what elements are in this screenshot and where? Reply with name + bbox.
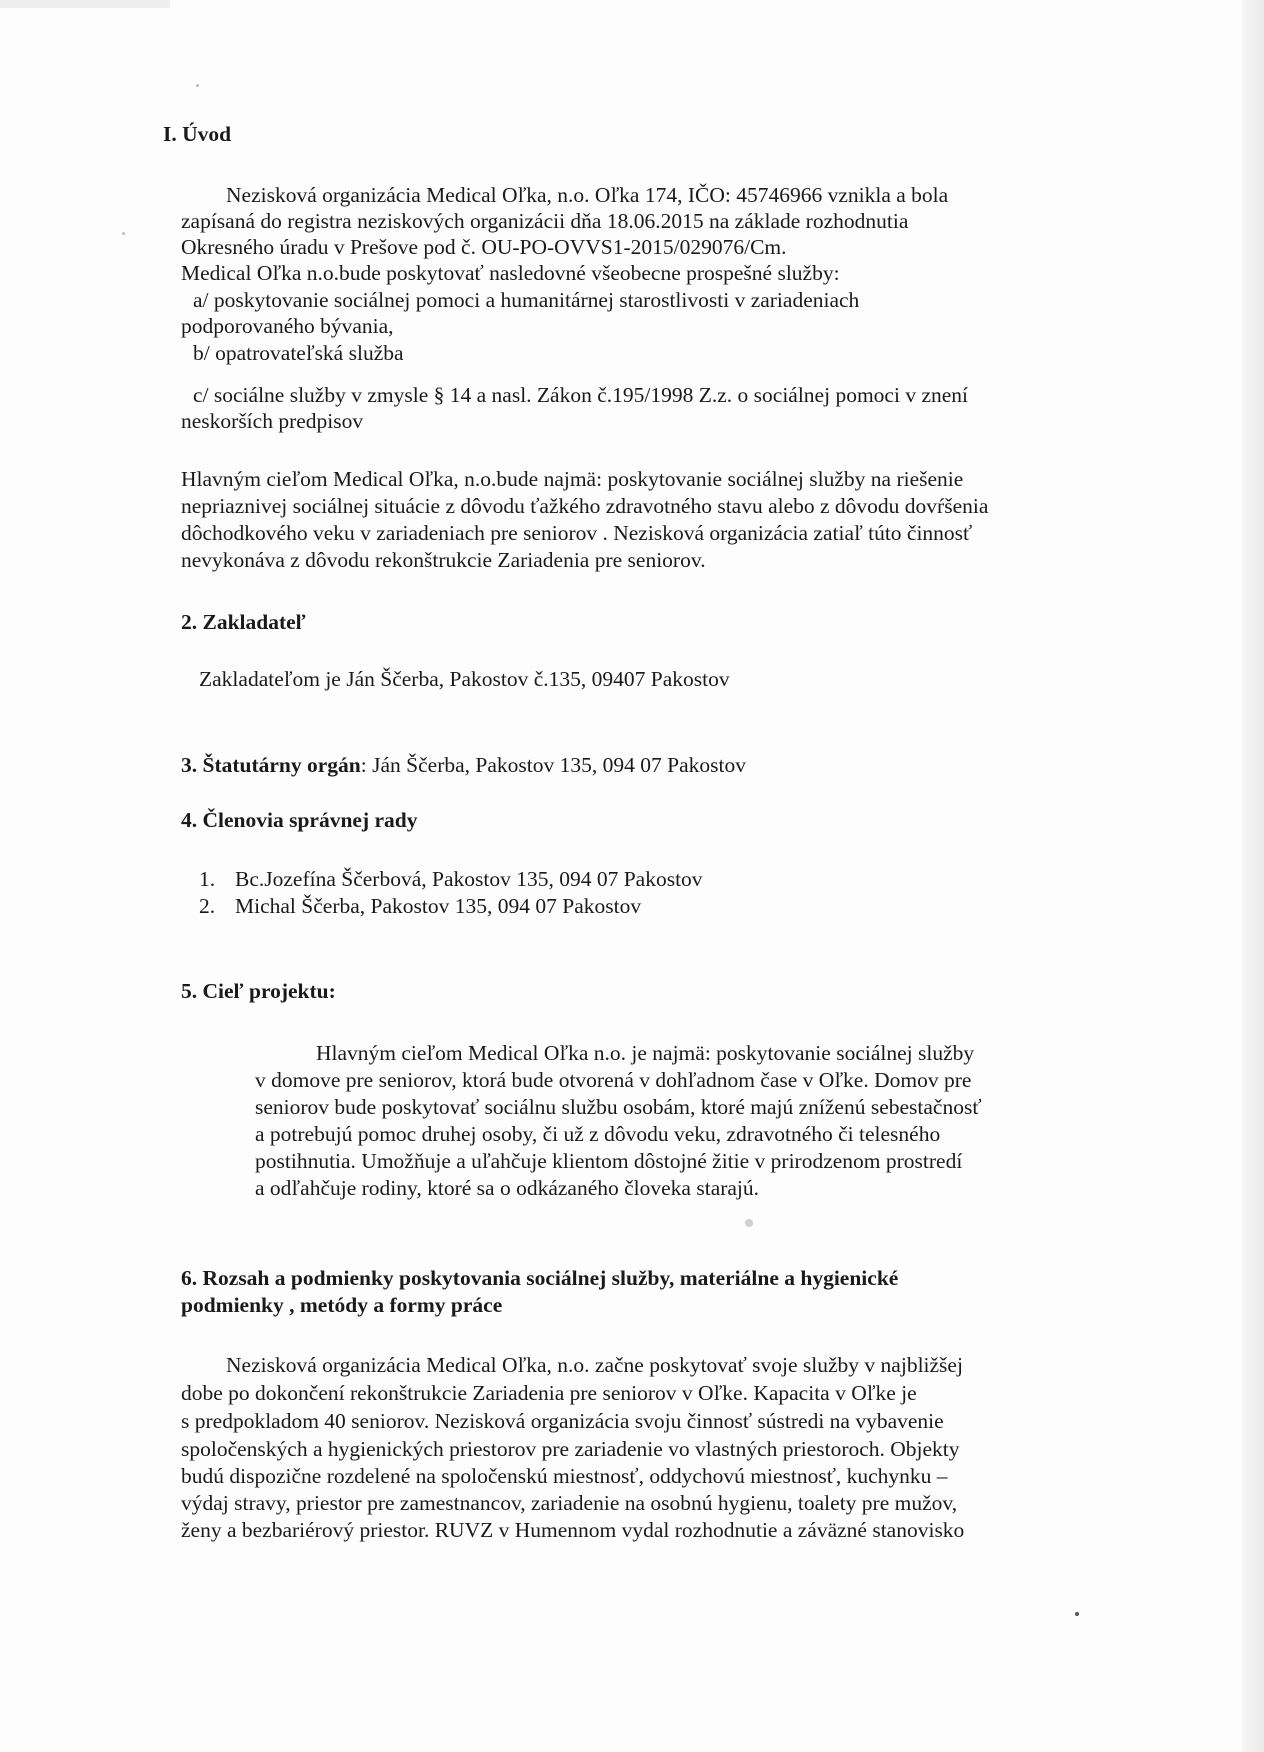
scope-line: spoločenských a hygienických priestorov pre zariadenie vo vlastných priestoroch. Objekty <box>181 1437 960 1461</box>
scan-edge-top <box>0 0 170 8</box>
service-item: a/ poskytovanie sociálnej pomoci a humanitárnej starostlivosti v zariadeniach <box>193 288 860 312</box>
project-goal-line: v domove pre seniorov, ktorá bude otvorená v dohľadnom čase v Oľke. Domov pre <box>255 1068 972 1092</box>
section-1-heading: I. Úvod <box>163 122 232 146</box>
board-member <box>199 893 641 919</box>
goal-line: nevykonáva z dôvodu rekonštrukcie Zariadenia pre seniorov. <box>181 548 706 572</box>
section-6-heading: podmienky , metódy a formy práce <box>181 1293 503 1317</box>
project-goal-line: a odľahčuje rodiny, ktoré sa o odkázaného človeka starajú. <box>255 1176 760 1200</box>
goal-line: Hlavným cieľom Medical Oľka, n.o.bude najmä: poskytovanie sociálnej služby na riešenie <box>181 467 964 491</box>
board-member-number: 1. <box>199 867 216 891</box>
scope-line: Nezisková organizácia Medical Oľka, n.o. začne poskytovať svoje služby v najbližšej <box>226 1353 963 1377</box>
intro-line: Medical Oľka n.o.bude poskytovať nasledovné všeobecne prospešné služby: <box>181 261 840 285</box>
service-item: podporovaného bývania, <box>181 314 394 338</box>
scan-speck <box>196 84 199 87</box>
goal-line: dôchodkového veku v zariadeniach pre seniorov . Nezisková organizácia zatiaľ túto činnosť <box>181 521 973 545</box>
board-member-number: 2. <box>199 894 216 918</box>
scan-speck <box>745 1219 753 1227</box>
scan-speck <box>1075 1612 1079 1616</box>
scan-speck <box>122 232 125 235</box>
section-3-heading: 3. Štatutárny orgán <box>181 753 361 777</box>
board-member-text: Bc.Jozefína Ščerbová, Pakostov 135, 094 07 Pakostov <box>235 867 703 891</box>
board-member-text: Michal Ščerba, Pakostov 135, 094 07 Pakostov <box>235 894 642 918</box>
intro-line: zapísaná do registra neziskových organizácii dňa 18.06.2015 na základe rozhodnutia <box>181 209 909 233</box>
service-item: neskorších predpisov <box>181 409 364 433</box>
intro-line: Okresného úradu v Prešove pod č. OU-PO-OVVS1-2015/029076/Cm. <box>181 235 787 259</box>
project-goal-line: seniorov bude poskytovať sociálnu službu osobám, ktoré majú zníženú sebestačnosť <box>255 1095 982 1119</box>
service-item: c/ sociálne služby v zmysle § 14 a nasl. Zákon č.195/1998 Z.z. o sociálnej pomoci v znení <box>193 383 968 407</box>
project-goal-line: Hlavným cieľom Medical Oľka n.o. je najmä: poskytovanie sociálnej služby <box>316 1041 975 1065</box>
service-item: b/ opatrovateľská služba <box>193 341 404 365</box>
statutory-organ <box>181 752 746 778</box>
section-4-heading: 4. Členovia správnej rady <box>181 808 418 832</box>
section-2-heading: 2. Zakladateľ <box>181 610 306 634</box>
scope-line: výdaj stravy, priestor pre zamestnancov, zariadenie na osobnú hygienu, toalety pre mužov, <box>181 1491 958 1515</box>
goal-line: nepriaznivej sociálnej situácie z dôvodu ťažkého zdravotného stavu alebo z dôvodu dovŕšenia <box>181 494 989 518</box>
scan-edge <box>1242 0 1264 1752</box>
statutory-organ-text: : Ján Ščerba, Pakostov 135, 094 07 Pakostov <box>360 753 746 777</box>
board-member <box>199 866 703 892</box>
intro-line: Nezisková organizácia Medical Oľka, n.o. Oľka 174, IČO: 45746966 vznikla a bola <box>226 183 949 207</box>
founder-text: Zakladateľom je Ján Ščerba, Pakostov č.135, 09407 Pakostov <box>199 667 730 691</box>
scope-line: s predpokladom 40 seniorov. Nezisková organizácia svoju činnosť sústredi na vybavenie <box>181 1409 944 1433</box>
scope-line: budú dispozične rozdelené na spoločenskú miestnosť, oddychovú miestnosť, kuchynku – <box>181 1464 948 1488</box>
project-goal-line: postihnutia. Umožňuje a uľahčuje klientom dôstojné žitie v prirodzenom prostredí <box>255 1149 963 1173</box>
scope-line: dobe po dokončení rekonštrukcie Zariadenia pre seniorov v Oľke. Kapacita v Oľke je <box>181 1381 917 1405</box>
scope-line: ženy a bezbariérový priestor. RUVZ v Humennom vydal rozhodnutie a záväzné stanovisko <box>181 1518 965 1542</box>
project-goal-line: a potrebujú pomoc druhej osoby, či už z dôvodu veku, zdravotného či telesného <box>255 1122 941 1146</box>
section-6-heading: 6. Rozsah a podmienky poskytovania sociálnej služby, materiálne a hygienické <box>181 1266 899 1290</box>
section-5-heading: 5. Cieľ projektu: <box>181 979 336 1003</box>
